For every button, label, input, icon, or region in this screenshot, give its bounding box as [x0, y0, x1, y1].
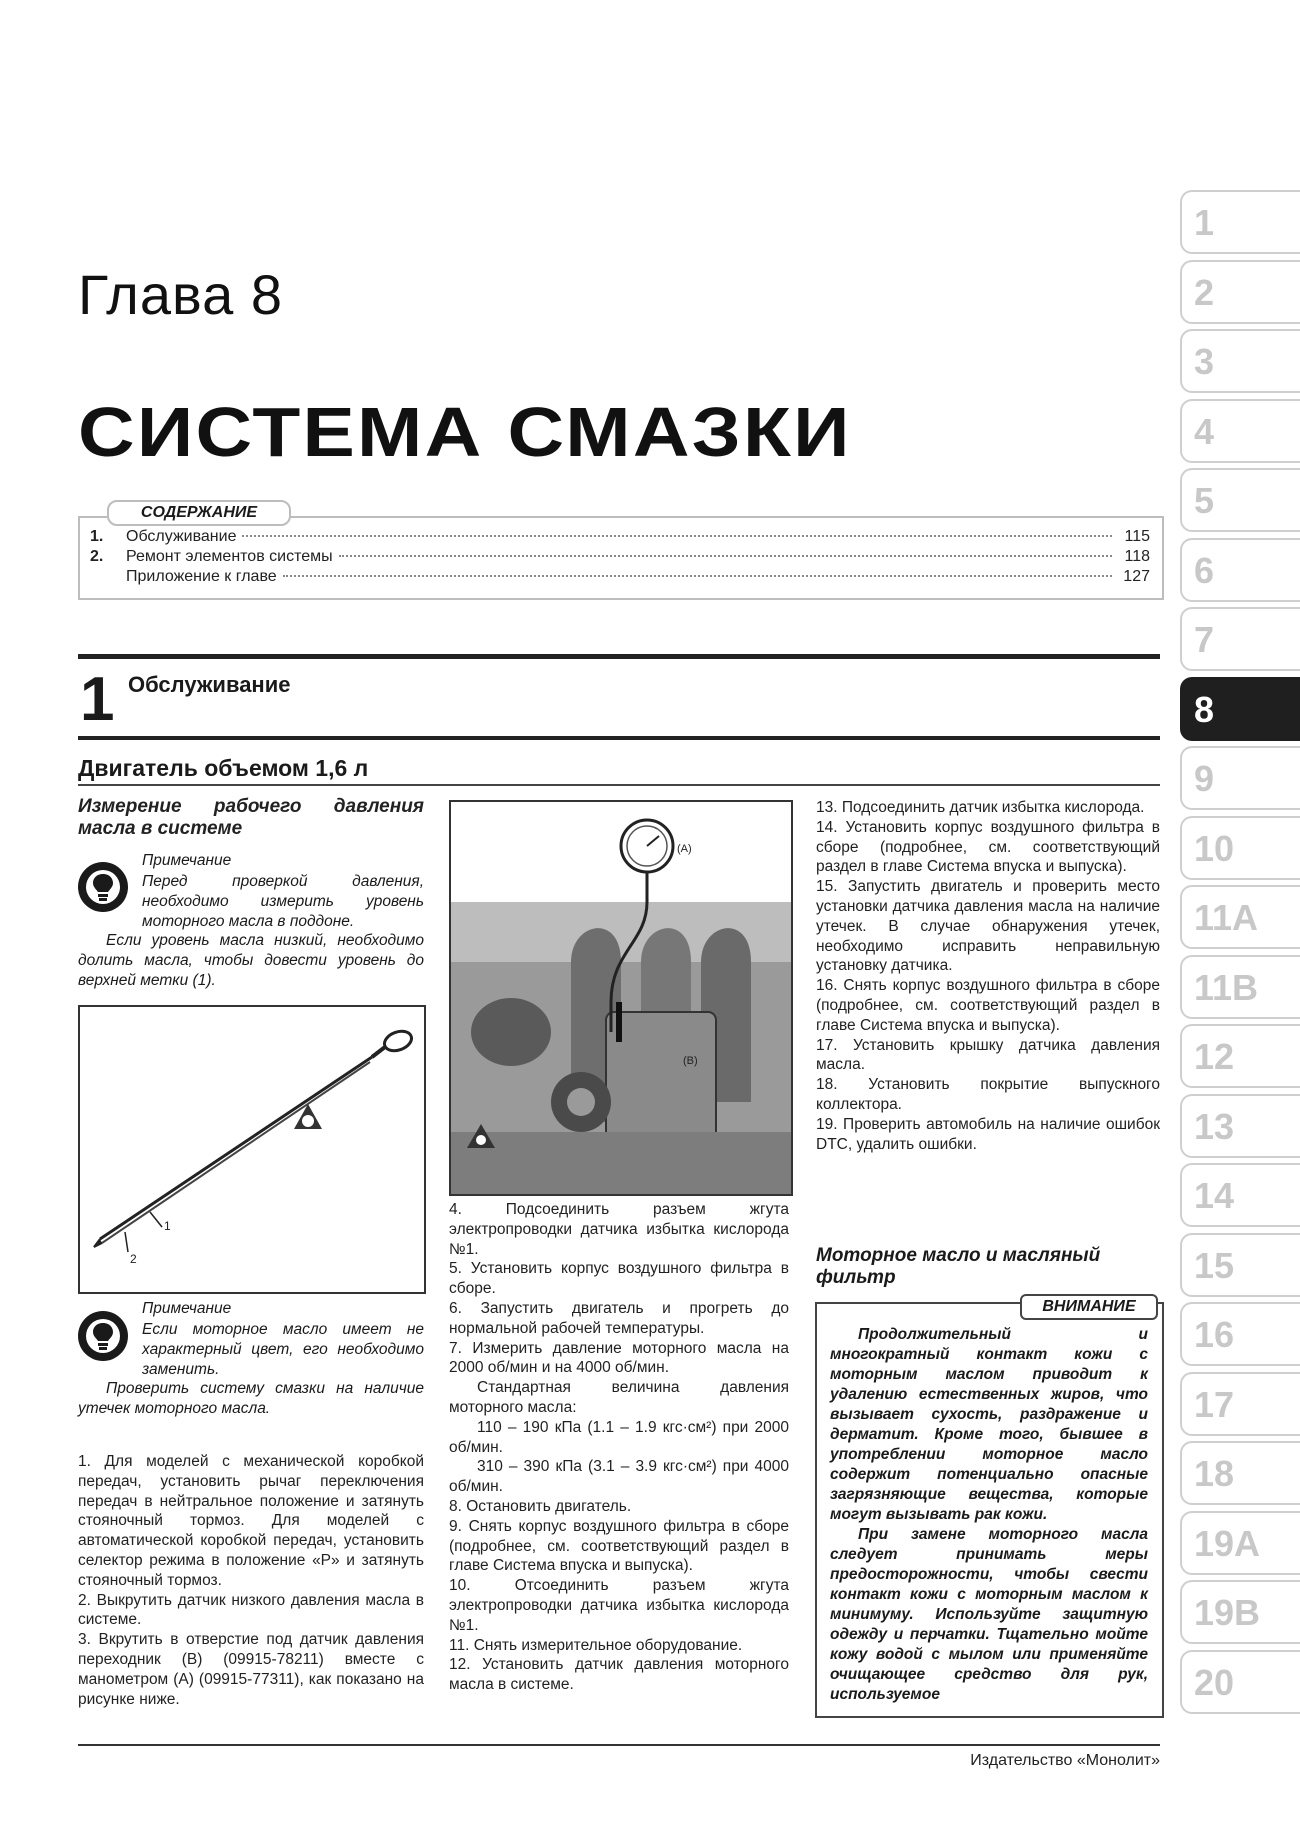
chapter-tab-6[interactable] [1180, 538, 1300, 602]
toc-item[interactable] [90, 528, 1150, 546]
chapter-tab-9[interactable] [1180, 746, 1300, 810]
chapter-tab-label: 20 [1194, 1661, 1235, 1703]
chapter-tab-2[interactable] [1180, 260, 1300, 324]
toc-item-page: 115 [1124, 528, 1150, 545]
chapter-tab-11a[interactable] [1180, 885, 1300, 949]
figure-label-1: 1 [164, 1219, 171, 1233]
chapter-tab-16[interactable] [1180, 1302, 1300, 1366]
warning-label: ВНИМАНИЕ [1020, 1294, 1158, 1320]
chapter-tab-8[interactable] [1180, 677, 1300, 741]
subheading-engine-oil: Моторное масло и масляный фильтр [816, 1245, 1101, 1288]
note-text: Перед проверкой давления, необходимо измерить уровень моторного масла в поддоне. Если уровень масла низкий, необходимо долить масла, чтобы довести уровень до верхней метки (1). [78, 873, 424, 989]
step: 1. Для моделей с механической коробкой передач, установить рычаг переключения передач в нейтральное положение и затянуть стояночный тормоз. Для моделей с автоматической коробкой передач, установить селектор режима в положение «P» и затянуть стояночный тормоз. [78, 1453, 424, 1589]
chapter-tab-1[interactable] [1180, 190, 1300, 254]
toc-item-page: 127 [1123, 568, 1150, 585]
chapter-tab-label: 10 [1194, 827, 1235, 869]
chapter-tab-label: 13 [1194, 1105, 1235, 1147]
chapter-tab-label: 6 [1194, 549, 1215, 591]
step: 15. Запустить двигатель и проверить место установки датчика давления масла на наличие утечек. В случае обнаружения утечек, необходимо исправить неправильную установку датчика. [816, 878, 1160, 975]
steps-13-19 [816, 798, 1160, 1154]
toc-item-title: Приложение к главе [126, 568, 277, 585]
step: 4. Подсоединить разъем жгута электропроводки датчика избытка кислорода №1. [449, 1201, 789, 1258]
spec-value: 110 – 190 кПа (1.1 – 1.9 кгс·см²) при 2000 об/мин. [449, 1418, 789, 1456]
toc-item[interactable] [90, 568, 1150, 586]
chapter-tab-label: 8 [1194, 688, 1215, 730]
toc-item-title: Обслуживание [126, 528, 237, 545]
chapter-tab-3[interactable] [1180, 329, 1300, 393]
toc-leader [339, 555, 1112, 557]
chapter-tab-label: 3 [1194, 341, 1215, 382]
chapter-title: СИСТЕМА СМАЗКИ [78, 393, 852, 471]
step: 6. Запустить двигатель и прогреть до нормальной рабочей температуры. [449, 1299, 789, 1337]
chapter-tab-label: 11A [1194, 897, 1259, 938]
chapter-tab-18[interactable] [1180, 1441, 1300, 1505]
engine-title: Двигатель объемом 1,6 л [78, 755, 369, 781]
toc-item[interactable] [90, 548, 1150, 566]
steps-4-12 [449, 1200, 789, 1695]
toc-item-page: 118 [1124, 548, 1150, 565]
chapter-tab-label: 19A [1194, 1522, 1261, 1564]
chapter-tab-14[interactable] [1180, 1163, 1300, 1227]
chapter-tab-19b[interactable] [1180, 1580, 1300, 1644]
step: 5. Установить корпус воздушного фильтра в сборе. [449, 1260, 789, 1298]
step: 16. Снять корпус воздушного фильтра в сборе (подробнее, см. соответствующий раздел в главе Система впуска и выпуска). [816, 977, 1160, 1034]
section-title: Обслуживание [128, 672, 291, 697]
steps-1-3 [78, 1452, 424, 1709]
chapter-tab-12[interactable] [1180, 1024, 1300, 1088]
chapter-tab-label: 9 [1194, 758, 1215, 799]
step: 14. Установить корпус воздушного фильтра в сборе (подробнее, см. соответствующий раздел в главе Система впуска и выпуска). [816, 818, 1160, 876]
spec-value: 310 – 390 кПа (3.1 – 3.9 кгс·см²) при 4000 об/мин. [449, 1458, 789, 1496]
chapter-tab-label: 15 [1194, 1244, 1235, 1286]
chapter-tab-label: 17 [1194, 1383, 1235, 1425]
toc-item-number: 2. [90, 548, 104, 565]
engine-drawing [451, 802, 791, 1194]
toc-leader [242, 535, 1112, 537]
chapter-tab-label: 19B [1194, 1592, 1261, 1633]
contents-label: СОДЕРЖАНИЕ [107, 500, 291, 526]
chapter-tab-label: 7 [1194, 619, 1215, 660]
figure-label-2: 2 [130, 1252, 137, 1266]
chapter-tab-label: 5 [1194, 480, 1215, 521]
chapter-label: Глава 8 [78, 263, 283, 326]
toc-item-title: Ремонт элементов системы [126, 548, 333, 565]
footer-rule [78, 1744, 1160, 1746]
figure-label-b: (B) [683, 1055, 698, 1067]
chapter-tab-13[interactable] [1180, 1094, 1300, 1158]
step: 18. Установить покрытие выпускного коллектора. [816, 1076, 1160, 1113]
step: 13. Подсоединить датчик избытка кислорода. [816, 799, 1145, 816]
chapter-tab-17[interactable] [1180, 1372, 1300, 1436]
subsection-rule [78, 736, 1160, 740]
publisher-name: Издательство «Монолит» [970, 1752, 1160, 1769]
chapter-tab-5[interactable] [1180, 468, 1300, 532]
step: 9. Снять корпус воздушного фильтра в сборе (подробнее, см. соответствующий раздел в главе Система впуска и выпуска). [449, 1517, 789, 1575]
step: 19. Проверить автомобиль на наличие ошибок DTC, удалить ошибки. [816, 1115, 1160, 1153]
dipstick-drawing [80, 1007, 424, 1292]
chapter-tab-4[interactable] [1180, 399, 1300, 463]
chapter-tab-20[interactable] [1180, 1650, 1300, 1714]
chapter-tab-label: 2 [1194, 271, 1215, 313]
engine-photo [449, 800, 793, 1196]
step: Стандартная величина давления моторного масла: [449, 1379, 789, 1416]
dipstick-figure [78, 1005, 426, 1294]
step: 8. Остановить двигатель. [449, 1497, 632, 1515]
chapter-tab-label: 4 [1194, 410, 1215, 452]
step: 3. Вкрутить в отверстие под датчик давления переходник (B) (09915-78211) вместе с манометром (A) (09915-77311), как показано на рисунке ниже. [78, 1631, 424, 1708]
step: 17. Установить крышку датчика давления масла. [816, 1036, 1160, 1074]
chapter-tab-label: 1 [1194, 202, 1215, 243]
chapter-tab-label: 11B [1194, 966, 1259, 1008]
section-rule [78, 654, 1160, 659]
warning-text: Продолжительный и многократный контакт кожи с моторным маслом приводит к удалению естественных жиров, что вызывает сухость, раздражение и дерматит. Кроме того, бывшее в употреблении моторное масло содержит потенциально опасные загрязняющие вещества, которые могут вызывать рак кожи. При замене моторного масла следует принимать меры предосторожности, чтобы свести контакт кожи с моторным маслом к минимуму. Используйте защитную одежду и перчатки. Тщательно мойте кожу водой с мылом или применяйте очищающее средство для рук, используемое [830, 1326, 1148, 1703]
engine-title-rule [78, 784, 1160, 786]
subheading-oil-pressure: Измерение рабочего давления масла в системе [78, 796, 424, 839]
chapter-tab-label: 16 [1194, 1314, 1235, 1355]
note-title: Примечание [142, 852, 232, 869]
step: 7. Измерить давление моторного масла на 2000 об/мин и на 4000 об/мин. [449, 1339, 789, 1377]
figure-label-a: (A) [677, 843, 692, 855]
chapter-tab-11b[interactable] [1180, 955, 1300, 1019]
chapter-tab-19a[interactable] [1180, 1511, 1300, 1575]
chapter-tab-10[interactable] [1180, 816, 1300, 880]
toc-leader [283, 575, 1112, 577]
note-text: Если моторное масло имеет не характерный цвет, его необходимо заменить. Проверить систему смазки на наличие утечек моторного масла. [78, 1321, 424, 1418]
note-title: Примечание [142, 1300, 232, 1317]
chapter-tab-15[interactable] [1180, 1233, 1300, 1297]
column-1 [78, 796, 424, 840]
chapter-tab-label: 18 [1194, 1453, 1235, 1494]
step: 2. Выкрутить датчик низкого давления масла в системе. [78, 1591, 424, 1629]
chapter-tab-label: 12 [1194, 1036, 1235, 1077]
toc-item-number: 1. [90, 528, 104, 545]
chapter-tab-label: 14 [1194, 1175, 1235, 1216]
section-number: 1 [80, 665, 115, 734]
step: 11. Снять измерительное оборудование. [449, 1636, 743, 1654]
chapter-tab-7[interactable] [1180, 607, 1300, 671]
step: 10. Отсоединить разъем жгута электропроводки датчика избытка кислорода №1. [449, 1577, 789, 1634]
step: 12. Установить датчик давления моторного масла в системе. [449, 1656, 789, 1694]
